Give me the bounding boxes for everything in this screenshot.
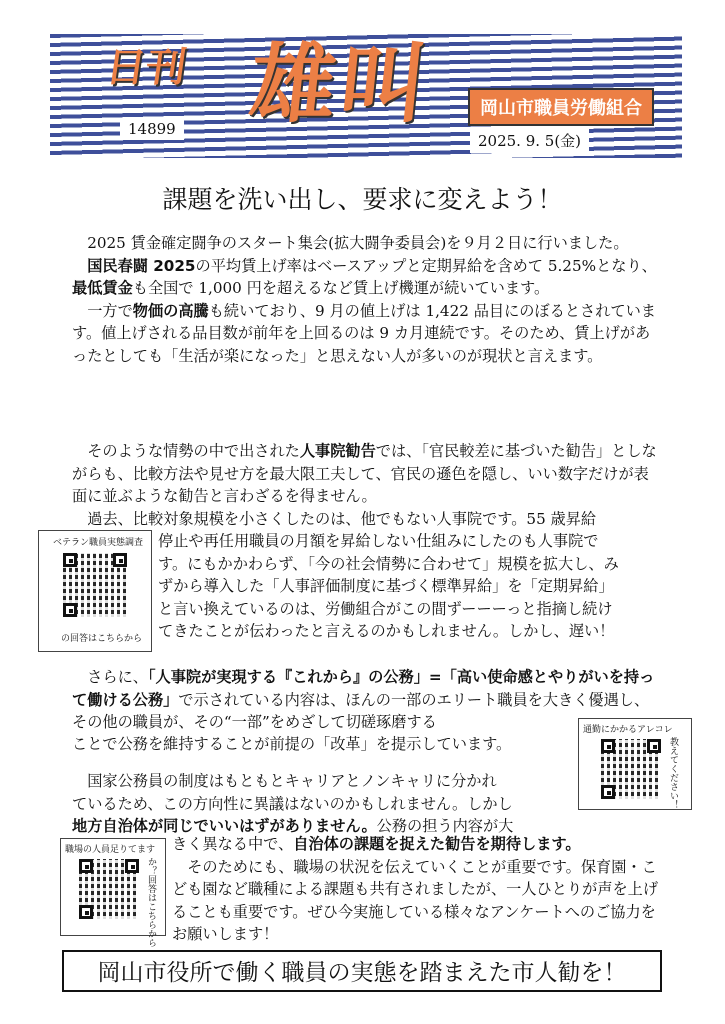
paragraph-8: そのためにも、職場の状況を伝えていくことが重要です。保育園・こども園など職種による課題も共有されましたが、一人ひとりが声を上げることも重要です。ぜひ今実施している様々なアンケートへのご協力をお願いします！ [172, 857, 658, 943]
article-section-4 [72, 666, 662, 734]
paragraph-7-line-1: 国家公務員の制度はもともとキャリアとノンキャリに分かれ [87, 772, 497, 790]
paragraph-7-text-b: きく異なる中で、 [172, 835, 294, 853]
qr-finder [113, 553, 127, 567]
qr-staffing-survey-label: 職場の人員足りてます [65, 845, 156, 855]
paragraph-4-text-a: そのような情勢の中で出された [87, 442, 300, 460]
qr-veteran-survey-caption: の回答はこちらから [61, 634, 143, 644]
article-section-6 [72, 770, 572, 838]
qr-commute-survey-caption: 教えてください！ [668, 737, 678, 809]
headline: 課題を洗い出し、要求に変えよう！ [162, 185, 563, 214]
paragraph-6 [72, 666, 662, 734]
qr-finder [647, 739, 661, 753]
highlight-shunto: 国民春闘 2025 [87, 256, 196, 275]
paragraph-3 [72, 300, 662, 368]
highlight-jinjiin: 人事院勧告 [299, 442, 376, 460]
issue-date: 2025. 9. 5(金) [470, 128, 589, 153]
article-section-2 [72, 440, 662, 530]
article-section-1 [72, 232, 662, 367]
masthead-title: 雄叫 [244, 35, 436, 135]
qr-finder [601, 785, 615, 799]
qr-staffing-survey[interactable] [60, 838, 166, 947]
paragraph-2-text-b: も全国で 1,000 円を超えるなど賃上げ機運が続いています。 [132, 279, 550, 297]
article-section-7 [172, 833, 664, 946]
issue-number: 14899 [120, 118, 184, 140]
paragraph-5-line-2: 停止や再任用職員の月額を昇給しない仕組みにしたのも人事院で [158, 532, 599, 550]
highlight-price-rise: 物価の高騰 [132, 301, 209, 320]
paragraph-4 [72, 440, 662, 508]
qr-finder [601, 739, 615, 753]
paragraph-2-text-a: の平均賃上げ率はベースアップと定期昇給を含めて 5.25%となり、 [195, 256, 657, 275]
paragraph-5-line-6: てきたことが伝わったと言えるのかもしれません。しかし、遅い！ [158, 622, 615, 640]
highlight-local-gov: 地方自治体が同じでいいはずがありません。 [72, 817, 377, 835]
paragraph-7-line-2: ているため、この方向性に異議はないのかもしれません。しかし [72, 794, 513, 813]
paragraph-3-text-b: も続いており、9 月の値上げは 1,422 品目にのぼるとされています。値上げされる品目数が前年を上回るのは 9 カ月連続です。そのため、賃上げがあったとしても「生活が楽になった」と思えない人が多いのが現状と言えます。 [72, 301, 656, 365]
paragraph-3-text-a: 一方で [87, 301, 133, 320]
qr-commute-survey[interactable] [578, 718, 692, 810]
qr-finder [63, 603, 77, 617]
paragraph-6-line-end: ことで公務を維持することが前提の「改革」を提示しています。 [72, 735, 512, 753]
article-section-3 [158, 530, 663, 643]
paragraph-7-line-4 [172, 833, 664, 856]
highlight-future-public-service: 「人事院が実現する『これから』の公務」=「高い使命感とやりがいを持って働ける公務」 [72, 668, 655, 709]
paragraph-6-text-b: で示されている内容は、ほんの一部のエリート職員を大きく優遇し、その他の職員が、その“一部”をめざして切磋琢磨する [72, 690, 650, 731]
paragraph-6-text-a: さらに、 [87, 668, 148, 686]
qr-veteran-survey[interactable] [38, 530, 152, 652]
paragraph-2 [72, 255, 662, 300]
highlight-minimum-wage: 最低賃金 [72, 279, 133, 297]
article-section-5 [72, 733, 562, 756]
paragraph-1: 2025 賃金確定闘争のスタート集会(拡大闘争委員会)を９月２日に行いました。 [87, 234, 629, 252]
qr-finder [79, 905, 93, 919]
qr-veteran-survey-label: ベテラン職員実態調査 [53, 538, 144, 548]
qr-commute-survey-label: 通勤にかかるアレコレ [583, 725, 673, 735]
paragraph-5-line-4: ずから導入した「人事評価制度に基づく標準昇給」を「定期昇給」 [158, 577, 614, 595]
union-name: 岡山市職員労働組合 [468, 88, 654, 126]
qr-staffing-survey-caption: か？回答はこちらから [146, 857, 156, 947]
footer-slogan: 岡山市役所で働く職員の実態を踏まえた市人勧を！ [62, 950, 662, 992]
paragraph-4-text-b: では、「官民較差に基づいた勧告」としながらも、比較方法や見せ方を最大限工夫して、官民の遜色を隠し、いい数字だけが表面に並ぶような勧告と言わざるを得ません。 [72, 442, 657, 505]
paragraph-5-line-5: と言い換えているのは、労働組合がこの間ずーーーっと指摘し続け [158, 599, 613, 618]
paragraph-5-line-3: す。にもかかわらず、「今の社会情勢に合わせて」規模を拡大し、み [158, 554, 619, 573]
masthead [50, 34, 682, 158]
paragraph-5-line-1: 過去、比較対象規模を小さくしたのは、他でもない人事院です。55 歳昇給 [87, 509, 597, 528]
masthead-small-title: 日刊 [102, 45, 190, 91]
qr-finder [125, 859, 139, 873]
paragraph-7-text-a: 公務の担う内容が大 [376, 817, 514, 835]
qr-finder [79, 859, 93, 873]
highlight-local-issues: 自治体の課題を捉えた勧告を期待します。 [293, 835, 581, 853]
qr-finder [63, 553, 77, 567]
